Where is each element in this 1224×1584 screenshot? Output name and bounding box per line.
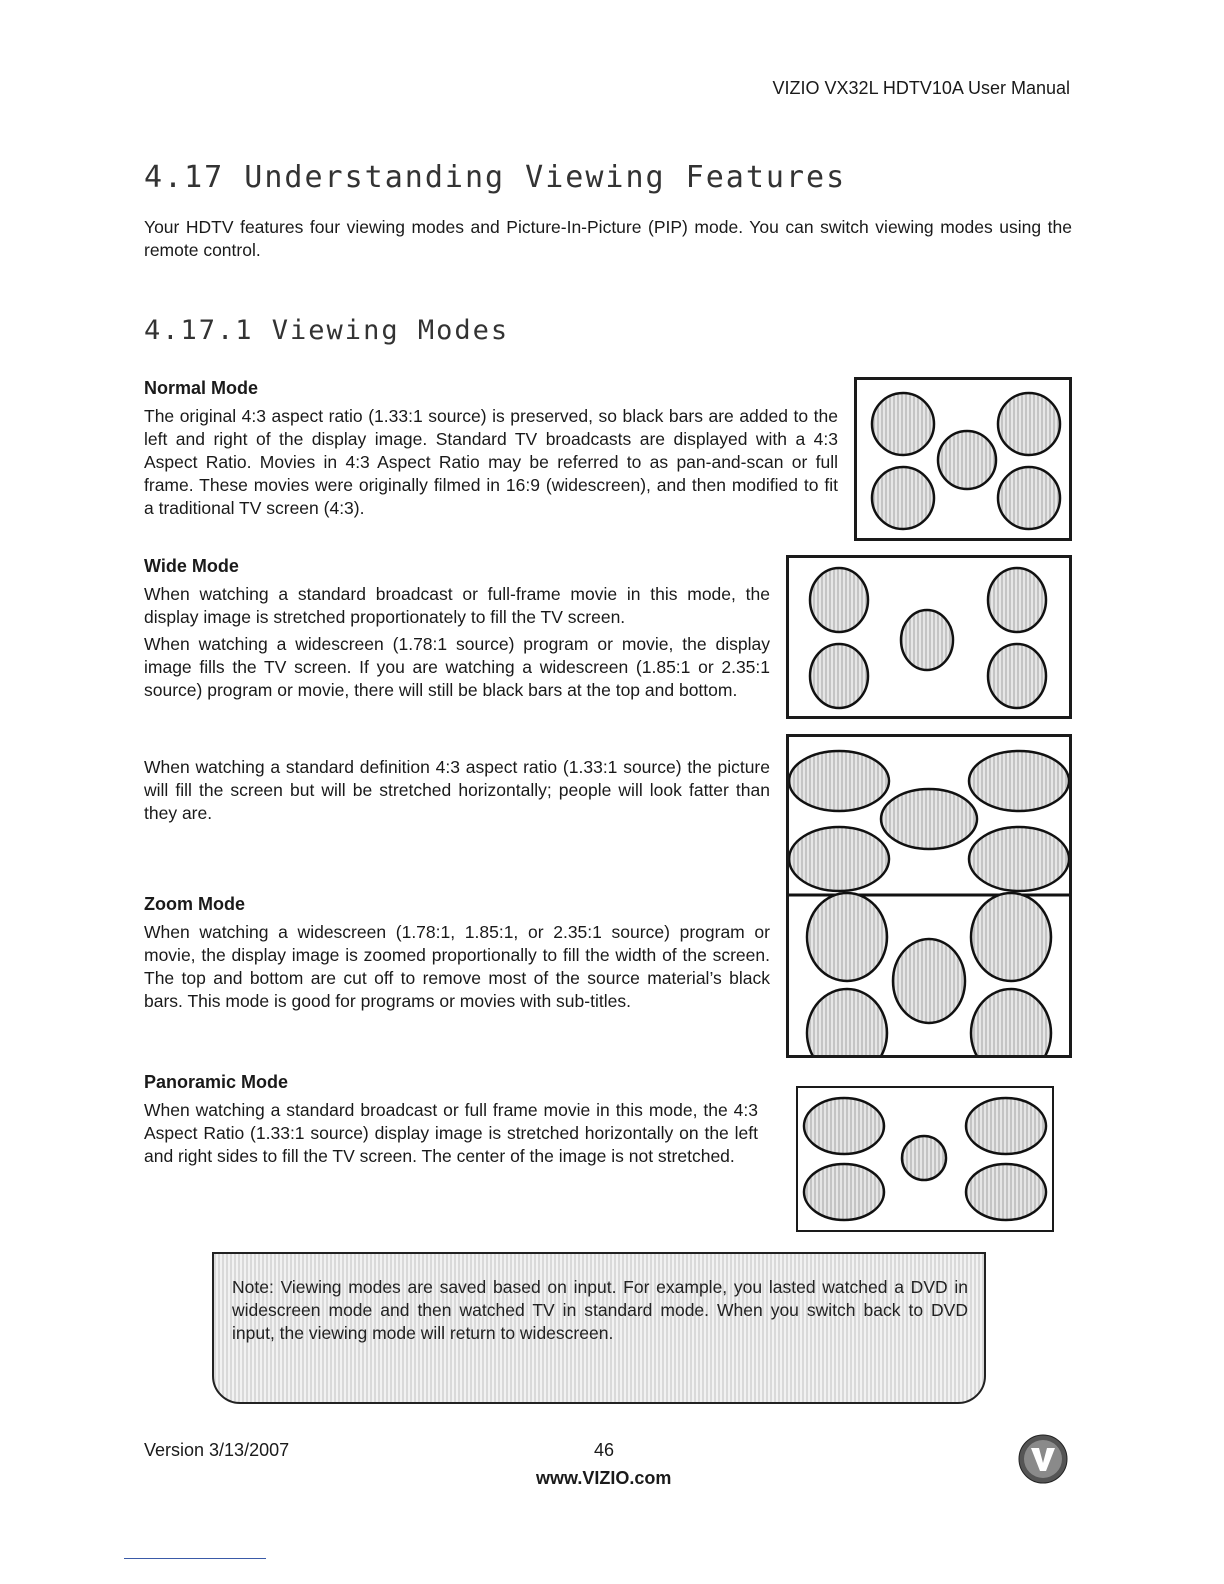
manual-title: VIZIO VX32L HDTV10A User Manual (772, 78, 1070, 98)
normal-mode-heading: Normal Mode (144, 378, 259, 398)
zoom-mode-text: When watching a widescreen (1.78:1, 1.85:1, or 2.35:1 source) program or movie, the display image is zoomed proportionally to fill the width of the screen. The top and bottom are cut off to remove most of the source material’s black bars. This mode is good for programs or movies with sub-titles. (144, 922, 770, 1011)
footer-page-number: 46 (594, 1440, 615, 1460)
wide-mode-text-1: When watching a standard broadcast or full-frame movie in this mode, the display image is stretched proportionately to fill the TV screen. (144, 584, 770, 627)
wide-mode-text-2: When watching a widescreen (1.78:1 source) program or movie, the display image fills the TV screen. If you are watching a widescreen (1.85:1 or 2.35:1 source) program or movie, there will still be black bars at the top and bottom. (144, 634, 770, 700)
panoramic-mode-illustration (796, 1086, 1054, 1232)
wide-mode-heading: Wide Mode (144, 556, 239, 576)
normal-mode-illustration (854, 377, 1072, 541)
wide-mode-illustration-1 (786, 555, 1072, 719)
zoom-mode-heading: Zoom Mode (144, 894, 245, 914)
section-intro: Your HDTV features four viewing modes and Picture-In-Picture (PIP) mode. You can switch viewing modes using the remote control. (144, 217, 1072, 260)
panoramic-mode-block (144, 1072, 758, 1168)
note-box (212, 1252, 986, 1404)
wide-mode-text-3: When watching a standard definition 4:3 aspect ratio (1.33:1 source) the picture will fill the screen but will be stretched horizontally; people will look fatter than they are. (144, 757, 770, 823)
wide-mode-block (144, 556, 770, 825)
section-title: 4.17 Understanding Viewing Features (144, 160, 847, 195)
normal-mode-text: The original 4:3 aspect ratio (1.33:1 source) is preserved, so black bars are added to the left and right of the display image. Standard TV broadcasts are displayed with a 4:3 Aspect Ratio. Movies in 4:3 Aspect Ratio may be referred to as pan-and-scan or full frame. These movies were originally filmed in 16:9 (widescreen), and then modified to fit a traditional TV screen (4:3). (144, 406, 838, 518)
normal-mode-block (144, 378, 838, 520)
link-underline (124, 1558, 266, 1559)
wide-zoom-illustration (786, 734, 1072, 1058)
panoramic-mode-text: When watching a standard broadcast or full frame movie in this mode, the 4:3 Aspect Ratio (1.33:1 source) display image is stretched horizontally on the left and right sides to fill the TV screen. The center of the image is not stretched. (144, 1100, 758, 1166)
note-text: Note: Viewing modes are saved based on input. For example, you lasted watched a DVD in widescreen mode and then watched TV in standard mode. When you switch back to DVD input, the viewing mode will return to widescreen. (232, 1277, 968, 1343)
footer-website: www.VIZIO.com (536, 1468, 672, 1488)
vizio-v-logo-icon (1018, 1434, 1068, 1484)
subsection-title: 4.17.1 Viewing Modes (144, 315, 510, 346)
footer-version: Version 3/13/2007 (144, 1440, 290, 1460)
zoom-mode-block (144, 894, 770, 1013)
panoramic-mode-heading: Panoramic Mode (144, 1072, 289, 1092)
